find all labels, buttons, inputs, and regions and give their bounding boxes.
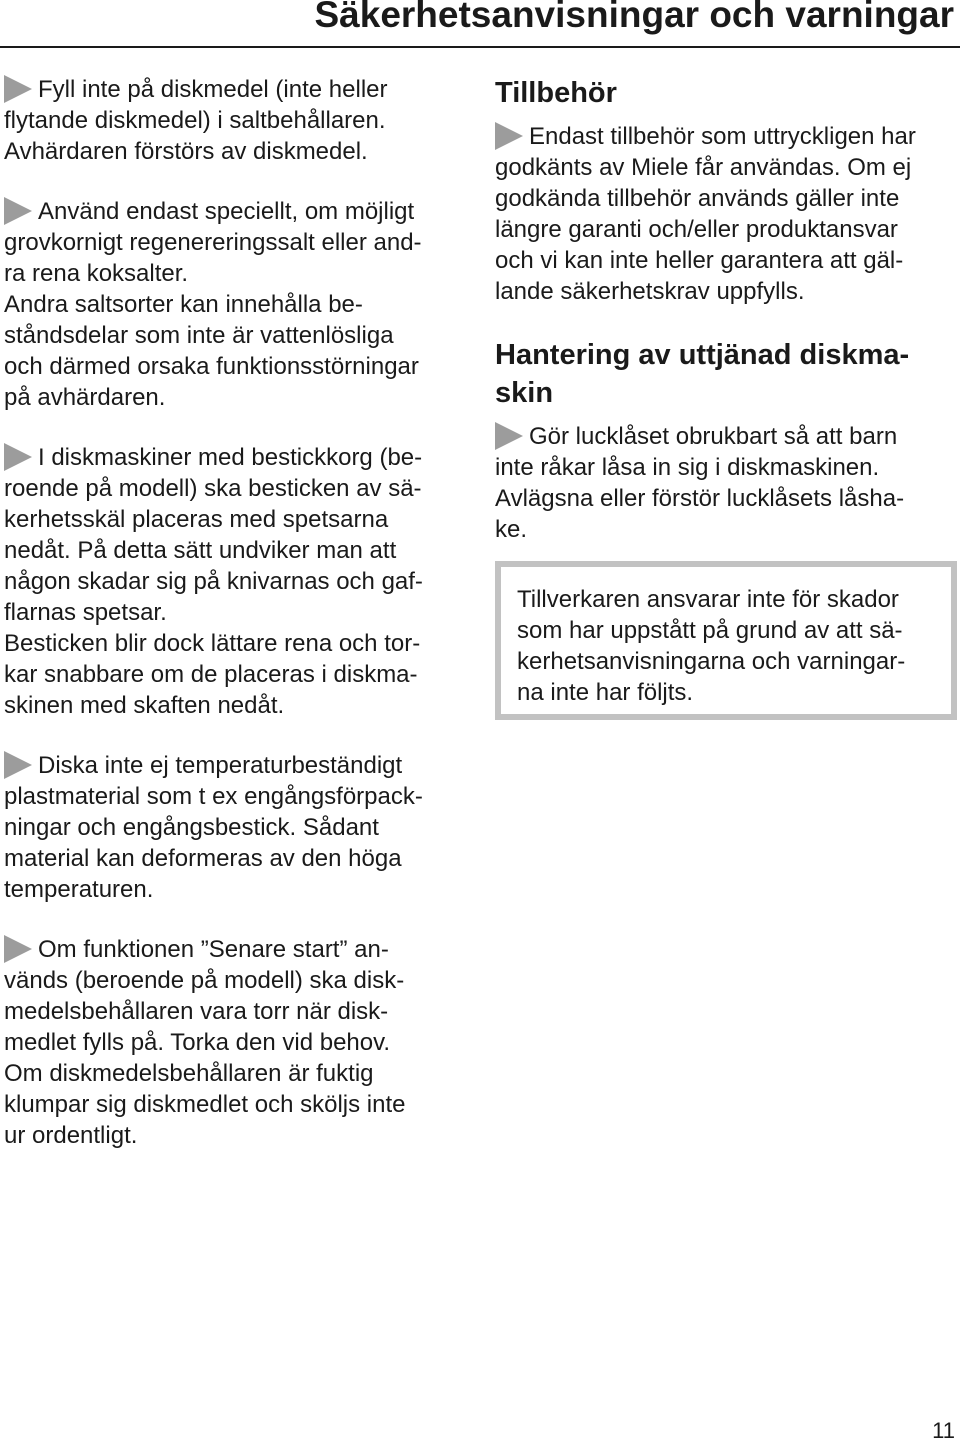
- paragraph-line: roende på modell) ska besticken av sä-: [4, 475, 422, 502]
- instruction-paragraph: [4, 934, 466, 1151]
- paragraph-line: Besticken blir dock lättare rena och tor-: [4, 630, 421, 657]
- bullet-arrow-icon: [495, 422, 523, 450]
- section-heading-disposal: [495, 336, 953, 412]
- bullet-arrow-icon: [4, 751, 32, 779]
- paragraph-line: skinen med skaften nedåt.: [4, 692, 285, 719]
- liability-notice-box: [495, 561, 957, 720]
- paragraph-line: lande säkerhetskrav uppfylls.: [495, 278, 805, 305]
- heading-line: Hantering av uttjänad diskma-: [495, 339, 910, 371]
- paragraph-line: Använd endast speciellt, om möjligt: [4, 196, 466, 227]
- paragraph-line: medelsbehållaren vara torr när disk-: [4, 998, 389, 1025]
- paragraph-line: material kan deformeras av den höga: [4, 845, 402, 872]
- paragraph-line: nedåt. På detta sätt undviker man att: [4, 537, 397, 564]
- paragraph-line: grovkornigt regenereringssalt eller and-: [4, 229, 422, 256]
- paragraph-line: på avhärdaren.: [4, 384, 166, 411]
- notice-line: na inte har följts.: [517, 679, 694, 706]
- paragraph-line: någon skadar sig på knivarnas och gaf-: [4, 568, 423, 595]
- bullet-arrow-icon: [495, 122, 523, 150]
- paragraph-line: I diskmaskiner med bestickkorg (be-: [4, 442, 466, 473]
- bullet-arrow-icon: [4, 935, 32, 963]
- paragraph-line: Fyll inte på diskmedel (inte heller: [4, 74, 466, 105]
- heading-line: skin: [495, 377, 554, 409]
- paragraph-line: kerhetsskäl placeras med spetsarna: [4, 506, 389, 533]
- header-divider: [0, 46, 960, 48]
- paragraph-line: Om funktionen ”Senare start” an-: [4, 934, 466, 965]
- paragraph-line: ningar och engångsbestick. Sådant: [4, 814, 379, 841]
- paragraph-line: längre garanti och/eller produktansvar: [495, 216, 898, 243]
- paragraph-line: godkända tillbehör används gäller inte: [495, 185, 900, 212]
- bullet-arrow-icon: [4, 75, 32, 103]
- paragraph-line: flarnas spetsar.: [4, 599, 167, 626]
- paragraph-line: Endast tillbehör som uttryckligen har: [495, 121, 953, 152]
- instruction-paragraph: [4, 74, 466, 167]
- notice-line: Tillverkaren ansvarar inte för skador: [517, 586, 899, 613]
- instruction-paragraph: [4, 750, 466, 905]
- paragraph-line: och därmed orsaka funktionsstörningar: [4, 353, 419, 380]
- instruction-paragraph: [495, 121, 953, 307]
- paragraph-line: och vi kan inte heller garantera att gäl-: [495, 247, 904, 274]
- page-header-title: Säkerhetsanvisningar och varningar: [314, 0, 954, 35]
- paragraph-line: flytande diskmedel) i saltbehållaren.: [4, 107, 386, 134]
- paragraph-line: Avlägsna eller förstör lucklåsets låsha-: [495, 485, 905, 512]
- paragraph-line: kar snabbare om de placeras i diskma-: [4, 661, 418, 688]
- paragraph-line: vänds (beroende på modell) ska disk-: [4, 967, 405, 994]
- paragraph-line: Om diskmedelsbehållaren är fuktig: [4, 1060, 374, 1087]
- paragraph-line: inte råkar låsa in sig i diskmaskinen.: [495, 454, 880, 481]
- paragraph-line: temperaturen.: [4, 876, 154, 903]
- left-column: [4, 74, 466, 1180]
- heading-line: Tillbehör: [495, 77, 617, 109]
- paragraph-line: plastmaterial som t ex engångsförpack-: [4, 783, 423, 810]
- paragraph-line: klumpar sig diskmedlet och sköljs inte: [4, 1091, 406, 1118]
- paragraph-line: Avhärdaren förstörs av diskmedel.: [4, 138, 368, 165]
- bullet-arrow-icon: [4, 443, 32, 471]
- right-column: [495, 74, 953, 574]
- paragraph-line: ståndsdelar som inte är vattenlösliga: [4, 322, 394, 349]
- instruction-paragraph: [4, 196, 466, 413]
- paragraph-line: godkänts av Miele får användas. Om ej: [495, 154, 912, 181]
- paragraph-line: medlet fylls på. Torka den vid behov.: [4, 1029, 390, 1056]
- paragraph-line: Andra saltsorter kan innehålla be-: [4, 291, 363, 318]
- paragraph-line: Diska inte ej temperaturbeständigt: [4, 750, 466, 781]
- page-number: 11: [932, 1418, 955, 1443]
- instruction-paragraph: [495, 421, 953, 545]
- paragraph-line: Gör lucklåset obrukbart så att barn: [495, 421, 953, 452]
- liability-notice-text: [517, 584, 905, 708]
- bullet-arrow-icon: [4, 197, 32, 225]
- notice-line: kerhetsanvisningarna och varningar-: [517, 648, 906, 675]
- section-heading-accessories: [495, 74, 953, 112]
- paragraph-line: ra rena koksalter.: [4, 260, 189, 287]
- paragraph-line: ke.: [495, 516, 528, 543]
- instruction-paragraph: [4, 442, 466, 721]
- notice-line: som har uppstått på grund av att sä-: [517, 617, 903, 644]
- paragraph-line: ur ordentligt.: [4, 1122, 138, 1149]
